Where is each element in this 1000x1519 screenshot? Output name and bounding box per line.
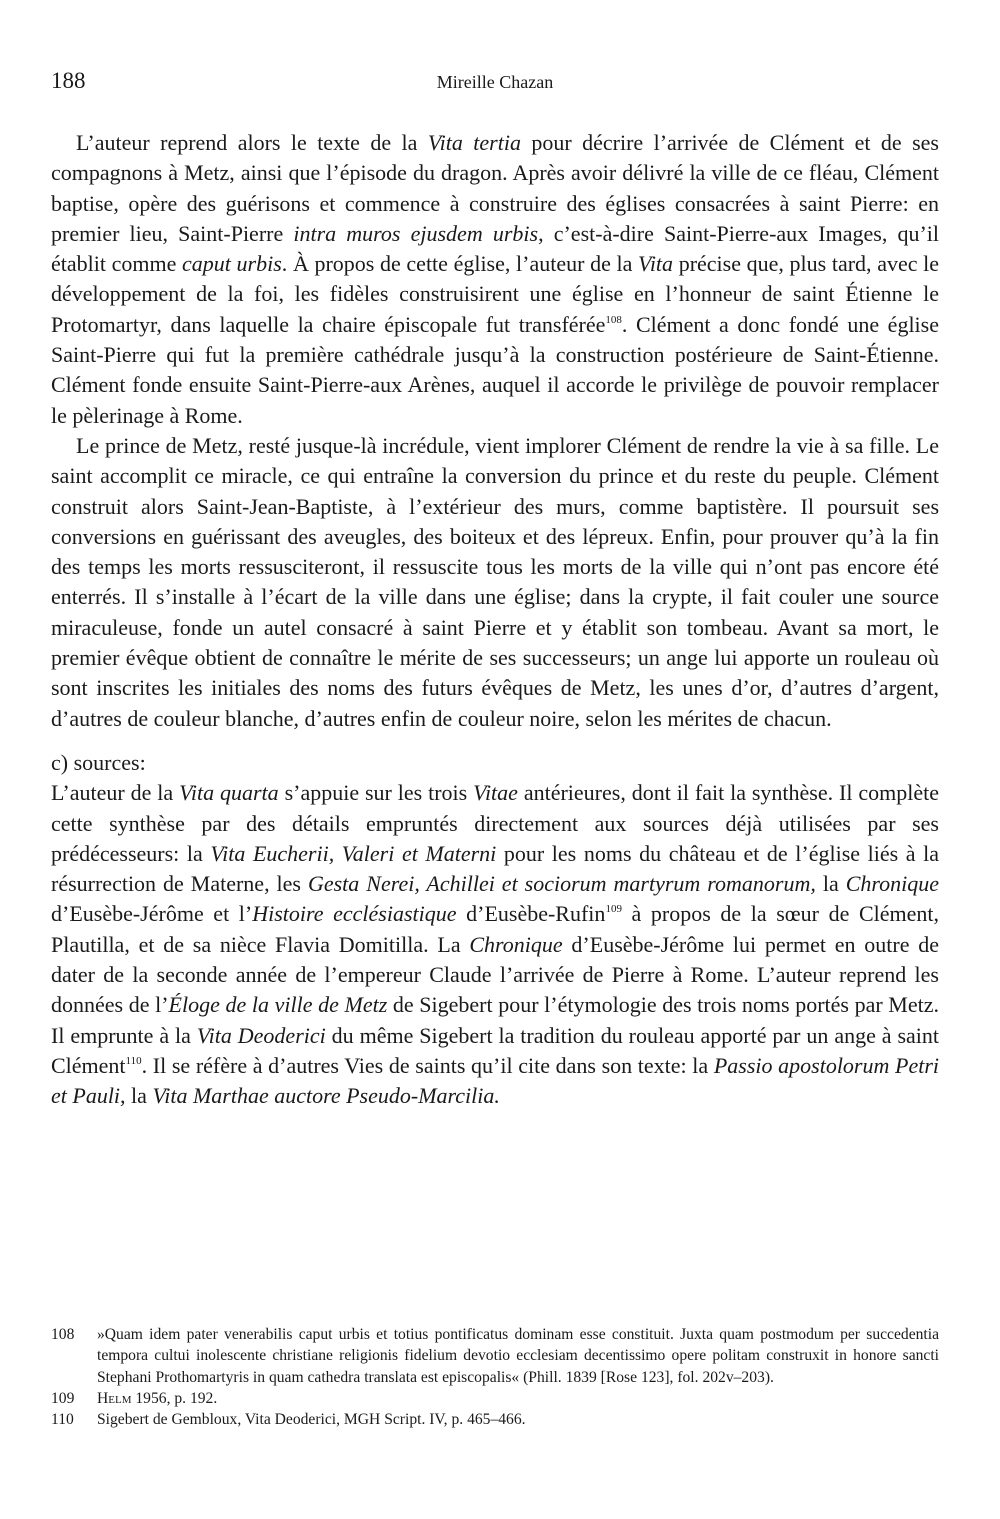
footnote-ref-109: 109: [605, 903, 622, 916]
running-head: Mireille Chazan: [436, 72, 554, 92]
text-run: de Sigebert pour l’étymologie des trois noms portés par Metz. Il emprunte à la: [51, 992, 940, 1048]
text-run: à propos de la sœur de Clément, Plautilla, et de sa nièce Flavia Domitilla. La: [51, 901, 940, 957]
text-run: d’Eusèbe-Jérôme lui permet en outre de dater de la seconde année de l’empereur Claude l’arrivée de Pierre à Rome. L’auteur reprend les données de l’: [51, 931, 940, 1018]
footnote-number: 108: [51, 1326, 75, 1343]
page-number: 188: [51, 68, 86, 93]
italic-phrase: caput urbis: [182, 251, 282, 277]
italic-phrase: intra muros ejusdem urbis: [293, 220, 539, 246]
text-run: , c’est-à-dire Saint-Pierre-aux Images, qu’il établit comme: [51, 220, 939, 277]
text-run: pour les noms du château et de l’église liés à la résurrection de Materne, les: [51, 840, 939, 897]
main-text: [51, 128, 939, 1112]
italic-title: Gesta Nerei, Achillei et sociorum martyrum romanorum,: [307, 871, 816, 897]
italic-title: Passio apostolorum Petri et Pauli,: [51, 1052, 940, 1109]
text-run: la: [815, 871, 846, 897]
italic-title: Vita Eucherii, Valeri et Materni: [210, 840, 497, 866]
italic-title: Vita Deoderici: [196, 1022, 326, 1048]
paragraph-2: Le prince de Metz, resté jusque-là incrédule, vient implorer Clément de rendre la vie à sa fille. Le saint accomplit ce miracle, ce qui entraîne la conversion du prince et du reste du peuple. Clément construit alors Saint-Jean-Baptiste, à l’extérieur des murs, comme baptistère. Il poursuit ses conversions en guérissant des aveugles, des boiteux et des lépreux. Enfin, pour prouver qu’à la fin des temps les morts ressusciteront, il ressuscite tous les morts de la ville qui n’ont pas encore été enterrés. Il s’installe à l’écart de la ville dans une église; dans la crypte, il fait couler une source miraculeuse, fonde un autel consacré à saint Pierre et y établit son tombeau. Avant sa mort, le premier évêque obtient de connaître le mérite de ses successeurs; un ange lui apporte un rouleau où sont inscrites les initiales des noms des futurs évêques de Metz, les unes d’or, d’autres d’argent, d’autres de couleur blanche, d’autres enfin de couleur noire, selon les mérites de chacun.: [51, 432, 939, 731]
text-run: pour décrire l’arrivée de Clément et de ses compagnons à Metz, ainsi que l’épisode du dragon. Après avoir délivré la ville de ce fléau, Clément baptise, opère des guérisons et commence à construire des églises consacrées à saint Pierre: en premier lieu, Saint-Pierre: [51, 130, 939, 246]
section-label: c) sources:: [51, 749, 146, 775]
italic-title: Chronique: [469, 931, 563, 957]
text-run: d’Eusèbe-Rufin: [456, 901, 606, 927]
italic-title: Histoire ecclésiastique: [252, 901, 457, 927]
footnote-108: [51, 1324, 939, 1388]
text-run: précise que, plus tard, avec le développement de la foi, les fidèles construisirent une église en l’honneur de saint Étienne le Protomartyr, dans laquelle la chaire épiscopale fut transférée: [51, 251, 940, 337]
text-run: . Il se réfère à d’autres Vies de saints qu’il cite dans son texte: la: [141, 1052, 714, 1078]
footnote-author: Helm: [97, 1389, 132, 1407]
text-run: du même Sigebert la tradition du rouleau apporté par un ange à saint Clément: [51, 1022, 940, 1078]
text-run: antérieures, dont il fait la synthèse. Il complète cette synthèse par des détails empruntés directement aux sources déjà utilisées par ses prédécesseurs: la: [51, 780, 939, 866]
text-run: L’auteur de la: [51, 780, 180, 806]
italic-title: Éloge de la ville de Metz: [168, 992, 388, 1018]
footnotes: [51, 1324, 939, 1430]
footnote-text: »Quam idem pater venerabilis caput urbis et totius pontificatus dominam esse constituit. Juxta quam postmodum per succedentia tempora cultui inolescente christiane religionis fidelium devotio ecclesiam decentissimo opere politam construxit in honore sancti Stephani Prothomartyris in quam cathedra translata est episcopalis« (Phill. 1839 [Rose 123], fol. 202v–203).: [97, 1326, 939, 1386]
italic-title: Vita: [638, 251, 674, 277]
italic-title: Vita Marthae auctore Pseudo-Marcilia.: [152, 1083, 500, 1109]
italic-title: Vitae: [473, 780, 518, 806]
footnote-ref-110: 110: [125, 1054, 142, 1067]
text-run: . À propos de cette église, l’auteur de la: [281, 251, 639, 277]
text-run: la: [125, 1083, 153, 1109]
text-run: . Clément a donc fondé une église Saint-Pierre qui fut la première cathédrale jusqu’à la construction postérieure de Saint-Étienne. Clément fonde ensuite Saint-Pierre-aux Arènes, auquel il accorde le privilège de pouvoir remplacer le pèlerinage à Rome.: [51, 311, 939, 428]
footnote-citation: 1956, p. 192.: [131, 1389, 218, 1407]
footnote-text: [97, 1388, 939, 1409]
text-run: s’appuie sur les trois: [278, 780, 474, 806]
footnote-109: [51, 1388, 939, 1409]
footnote-ref-108: 108: [605, 313, 622, 326]
italic-title: Chronique: [845, 871, 939, 897]
italic-title: Vita tertia: [427, 130, 521, 155]
paragraph-3: [51, 778, 939, 1111]
text-run: d’Eusèbe-Jérôme et l’: [51, 901, 253, 927]
footnote-110: [51, 1409, 939, 1430]
italic-title: Vita quarta: [179, 780, 279, 806]
text-run: L’auteur reprend alors le texte de la: [76, 130, 428, 155]
footnote-number: 109: [51, 1389, 75, 1407]
page-header: [51, 68, 939, 98]
footnote-number: 110: [51, 1411, 74, 1429]
footnote-text: Sigebert de Gembloux, Vita Deoderici, MGH Script. IV, p. 465–466.: [97, 1411, 526, 1429]
paragraph-1: [51, 128, 939, 431]
